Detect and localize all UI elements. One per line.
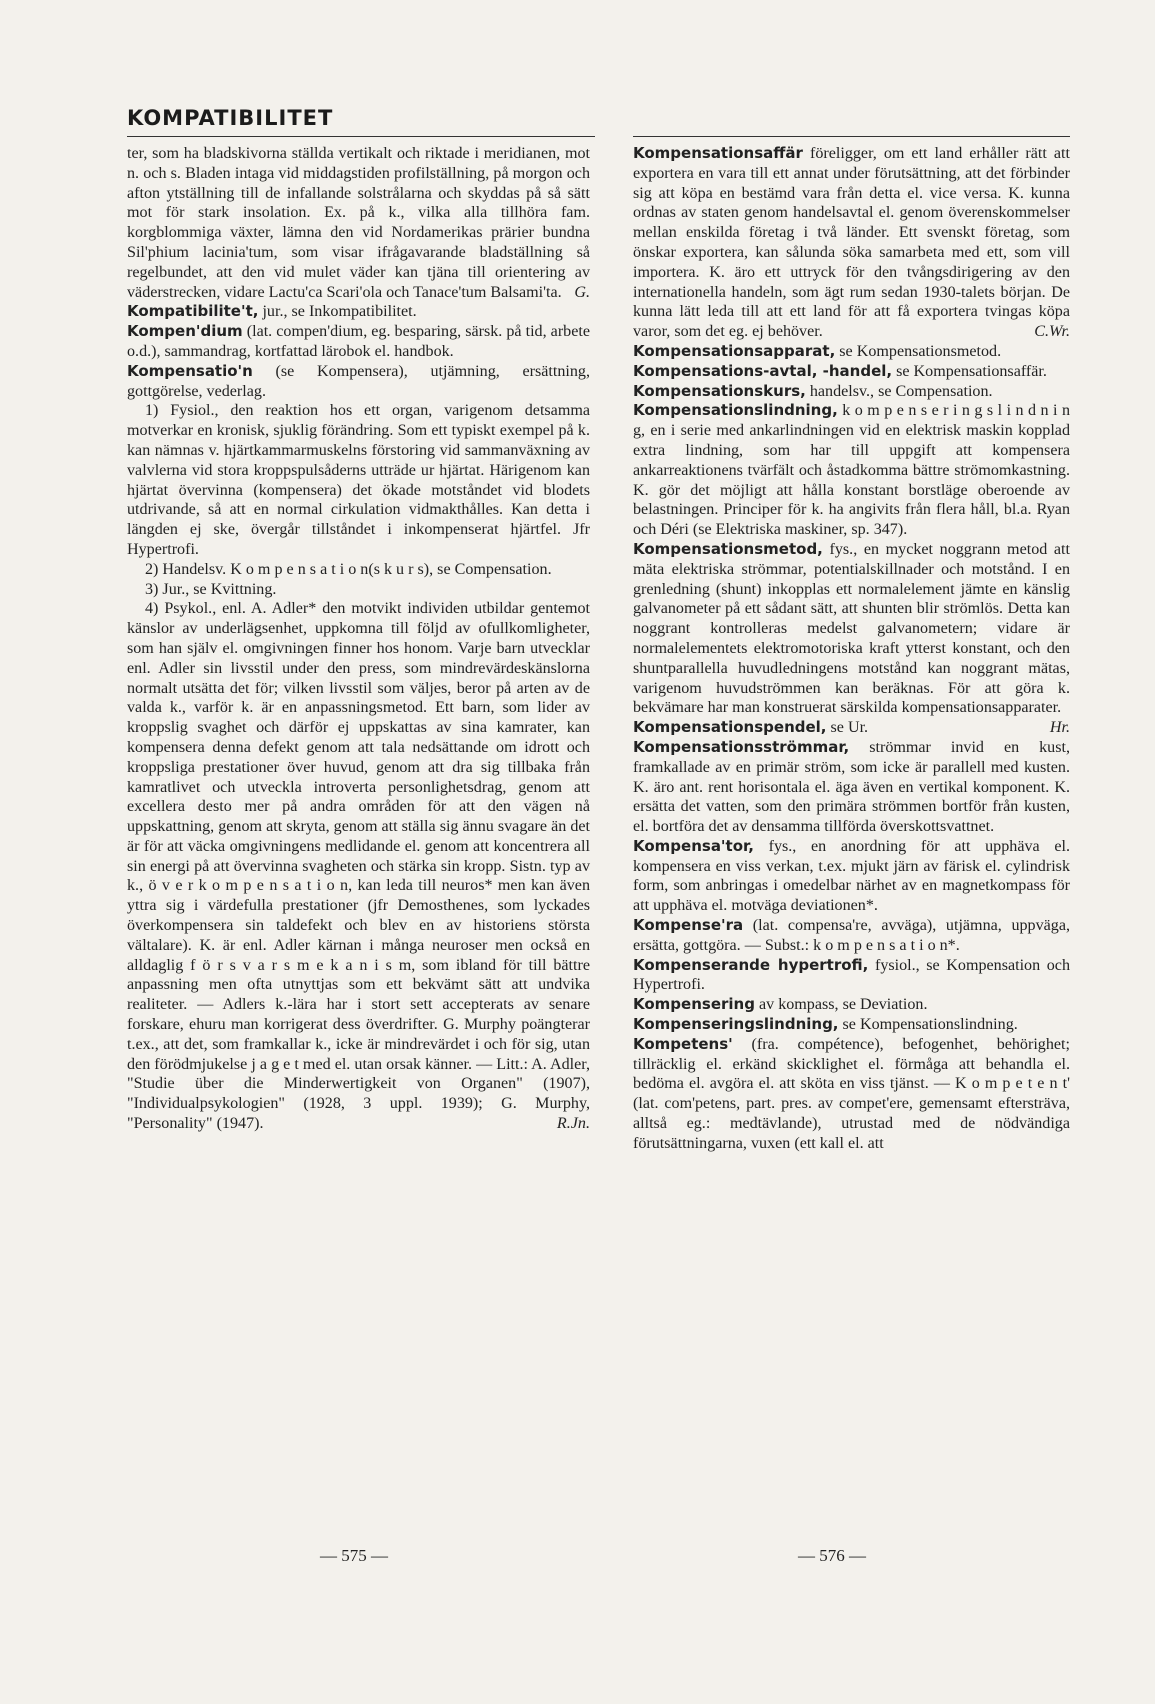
entry-definition: av kompass, se Deviation.	[754, 996, 928, 1014]
entry-definition: strömmar invid en kust, framkallade av en primär ström, som icke är parallell med kusten. K. äro ant. rent horisontala el. äga även en vertikal komponent. K. ersätta det vatten, som den primära strömmen bortför från kusten, el. bortföra det av densamma tillförda överskottsvattnet.	[633, 738, 1070, 836]
entry-paragraph	[127, 144, 590, 302]
entry-definition: (se Kompensera), utjämning, ersättning, gottgörelse, vederlag.	[127, 362, 590, 400]
dictionary-entry	[127, 362, 590, 402]
dictionary-entry	[127, 302, 590, 322]
page-number-right: — 576 —	[798, 1546, 866, 1565]
entry-text: 2) Handelsv. K o m p e n s a t i o n(s k u r s), se Compensation.	[145, 560, 552, 578]
entry-text: ter, som ha bladskivorna ställda vertikalt och riktade i meridianen, mot n. och s. Bladen intaga vid middagstiden profilställning, på morgon och afton ytställning till de infallande solstrålarna och skyddas på så sätt mot för stark insolation. Ex. på k., vilka alla tillhöra fam. korgblommiga växter, lämna den vid Nordamerikas prärier bundna Sil'phium lacinia'tum, som visar ifrågavarande bladställning så regelbundet, att den vid mulet väder kan tjäna till orientering av väderstrecken, vidare Lactu'ca Scari'ola och Tanace'tum Balsami'ta.	[127, 145, 590, 301]
entry-headword: Kompensationsmetod,	[633, 539, 823, 558]
entry-definition: fys., en mycket noggrann metod att mäta elektriska strömmar, potentialskillnader och motstånd. I en grenledning (shunt) inkopplas ett normalelement jämte en känslig galvanometer på ett sådant sätt, att shunten blir strömlös. Detta kan noggrant kontrolleras medelst galvanometern; vidare är normalelementets elektromotoriska kraft ytterst konstant, och den shuntparallella huvudledningens motstånd kan noggrant mätas, varigenom huvudströmmen kan beräknas. För att göra k. bekvämare har man konstruerat särskilda kompensationsapparater.	[633, 540, 1070, 717]
header-rule-left	[127, 136, 595, 137]
header-rule-right	[633, 136, 1070, 137]
entry-headword: Kompensationsapparat,	[633, 341, 836, 360]
entry-headword: Kompatibilite't,	[127, 302, 259, 321]
dictionary-entry	[633, 995, 1070, 1015]
entry-text: 1) Fysiol., den reaktion hos ett organ, varigenom detsamma motverkar en kronisk, sjuklig förändring. Som ett typiskt exempel på k. kan nämnas v. hjärtkammarmuskelns förstoring vid sammanväxning av valvlerna vid stora kroppspulsåderns utträde ur hjärtat. Härigenom kan hjärtat övervinna (kompensera) det ökade motståndet vid blodets utdrivande, så att en normal cirkulation vidmakthålles. Kan detta i längden ej ske, övergår tillståndet i inkompenserat hjärtfel. Jfr Hypertrofi.	[127, 402, 590, 558]
dictionary-entry	[633, 382, 1070, 402]
entry-headword: Kompensering	[633, 995, 755, 1014]
entry-headword: Kompense'ra	[633, 916, 744, 935]
entry-definition: se Kompensationsmetod.	[835, 342, 1002, 360]
entry-text: 4) Psykol., enl. A. Adler* den motvikt individen utbildar gentemot känslor av underlägsenhet, uppkomna till följd av ofullkomligheter, som han själv el. omgivningen finner hos honom. Varje barn utvecklar enl. Adler sin livsstil under den press, som mindrevärdeskänslorna normalt utsätta det för; vilken livsstil som väljes, beror på arten av de valda k., varför k. är en anpassningsmetod. Ett barn, som lider av kroppslig svaghet och därför ej uppskattas av sina kamrater, kan kompensera denna defekt genom att tala nedsättande om idrott och kroppsliga prestationer över huvud, genom att dra sig tillbaka från kamratlivet och utveckla introverta personlighetsdrag, genom att excellera desto mer på andra områden för att den vägen nå uppskattning, genom att skryta, genom att ställa sig ännu svagare än det är för att väcka omgivningens medlidande el. genom att koncentrera all sin energi på att övervinna svagheten och stärka sin kropp. Sistn. typ av k., ö v e r k o m p e n s a t i o n, kan leda till neuros* men kan även yttra sig i värdefulla prestationer (jfr Demosthenes, som lyckades överkompensera sin taldefekt och blev en av historiens största vältalare). K. är enl. Adler kärnan i många neuroser men också en alldaglig f ö r s v a r s m e k a n i s m, som ibland för till bättre anpassning men ofta utnyttjas som ett bekvämt sätt att undvika realiteter. — Adlers k.-lära har i stort sett accepterats av senare forskare, ehuru man korrigerat dess överdrifter. G. Murphy poängterar t.ex., att det, som framkallar k., icke är mindrevärdet i och för sig, utan den förödmjukelse j a g e t med el. utan orsak känner. — Litt.: A. Adler, "Studie über die Minderwertigkeit von Organen" (1907), "Individualpsykologien" (1928, 3 uppl. 1939); G. Murphy, "Personality" (1947).	[127, 600, 590, 1133]
right-column	[633, 144, 1070, 1154]
entry-definition: fys., en anordning för att upphäva el. kompensera en viss verkan, t.ex. mjukt järn av färisk el. cylindrisk form, som anbringas i omedelbar närhet av en magnetkompass för att upphäva el. motväga deviationen*.	[633, 837, 1070, 915]
entry-definition: se Kompensationslindning.	[838, 1016, 1018, 1034]
entry-headword: Kompensationskurs,	[633, 381, 806, 400]
dictionary-entry	[633, 718, 1070, 738]
dictionary-entry	[633, 144, 1070, 342]
entry-headword: Kompetens'	[633, 1034, 733, 1053]
dictionary-entry	[633, 916, 1070, 956]
dictionary-entry	[127, 322, 590, 362]
entry-definition: (fra. compétence), befogenhet, behörighet; tillräcklig el. erkänd skicklighet el. förmåga att behandla el. bedöma el. avgöra el. att sköta en viss tjänst. — K o m p e t e n t' (lat. com'petens, part. pres. av compet'ere, gemensamt eftersträva, alltså eg.: medtävlande), utrustad med de nödvändiga förutsättningarna, vuxen (ett kall el. att	[633, 1035, 1070, 1152]
entry-definition: se Ur.	[826, 719, 869, 737]
dictionary-entry	[633, 362, 1070, 382]
entry-definition: handelsv., se Compensation.	[805, 382, 993, 400]
author-signature: Hr.	[1049, 719, 1070, 737]
entry-headword: Kompenseringslindning,	[633, 1015, 839, 1034]
dictionary-entry	[633, 837, 1070, 916]
left-column	[127, 144, 590, 1134]
page-number-left: — 575 —	[320, 1546, 388, 1565]
entry-headword: Kompensationspendel,	[633, 718, 827, 737]
entry-headword: Kompensationsaffär	[633, 144, 803, 162]
dictionary-entry	[633, 342, 1070, 362]
entry-headword: Kompensations-avtal, -handel,	[633, 361, 893, 380]
dictionary-entry	[633, 738, 1070, 837]
entry-paragraph	[127, 599, 590, 1134]
author-signature: G.	[574, 283, 590, 301]
entry-headword: Kompensationsströmmar,	[633, 737, 850, 756]
entry-paragraph	[127, 560, 590, 580]
entry-headword: Kompensa'tor,	[633, 836, 754, 855]
entry-definition: k o m p e n s e r i n g s l i n d n i n g, en i serie med ankarlindningen vid en elektrisk maskin kopplad extra lindning, som har till uppgift att kompensera ankarreaktionens tvärfält och åstadkomma bättre strömomkastning. K. gör det möjligt att hålla konstant borstläge oberoende av belastningen. Principer för k. ha angivits från flera håll, bl.a. Ryan och Déri (se Elektriska maskiner, sp. 347).	[633, 402, 1070, 539]
entry-headword: Kompensatio'n	[127, 361, 253, 380]
entry-paragraph	[127, 580, 590, 600]
page-header: KOMPATIBILITET	[127, 106, 334, 130]
entry-text: 3) Jur., se Kvittning.	[145, 580, 277, 598]
entry-headword: Kompenserande hypertrofi,	[633, 955, 869, 974]
entry-definition: se Kompensationsaffär.	[892, 362, 1047, 380]
entry-definition: (lat. compensa're, avväga), utjämna, uppväga, ersätta, gottgöra. — Subst.: k o m p e n s a t i o n*.	[633, 917, 1070, 954]
dictionary-entry	[633, 1035, 1070, 1154]
entry-definition: föreligger, om ett land erhåller rätt att exportera en vara till ett annat under förutsättning, att det förbinder sig att köpa en bestämd vara från detta el. vice versa. K. kunna ordnas av staten genom handelsavtal el. genom överenskommelser mellan enskilda företag i två länder. Ett svenskt företag, som önskar exportera, kan sålunda söka samarbeta med ett, som vill importera. K. äro ett uttryck för den tvångsdirigering av den internationella handeln, som ägt rum sedan 1930-talets början. De kunna lätt leda till att ett land för att få exportera tvingas köpa varor, som det eg. ej behöver.	[633, 145, 1070, 341]
author-signature: R.Jn.	[556, 1115, 590, 1133]
entry-paragraph	[127, 401, 590, 559]
entry-definition: (lat. compen'dium, eg. besparing, särsk. på tid, arbete o.d.), sammandrag, kortfattad lärobok el. handbok.	[127, 323, 590, 360]
entry-headword: Kompen'dium	[127, 322, 243, 341]
dictionary-entry	[633, 956, 1070, 996]
dictionary-entry	[633, 401, 1070, 540]
entry-definition: jur., se Inkompatibilitet.	[258, 303, 417, 321]
entry-headword: Kompensationslindning,	[633, 401, 838, 420]
entry-definition: fysiol., se Kompensation och Hypertrofi.	[633, 956, 1070, 994]
dictionary-entry	[633, 1015, 1070, 1035]
author-signature: C.Wr.	[1034, 323, 1070, 341]
